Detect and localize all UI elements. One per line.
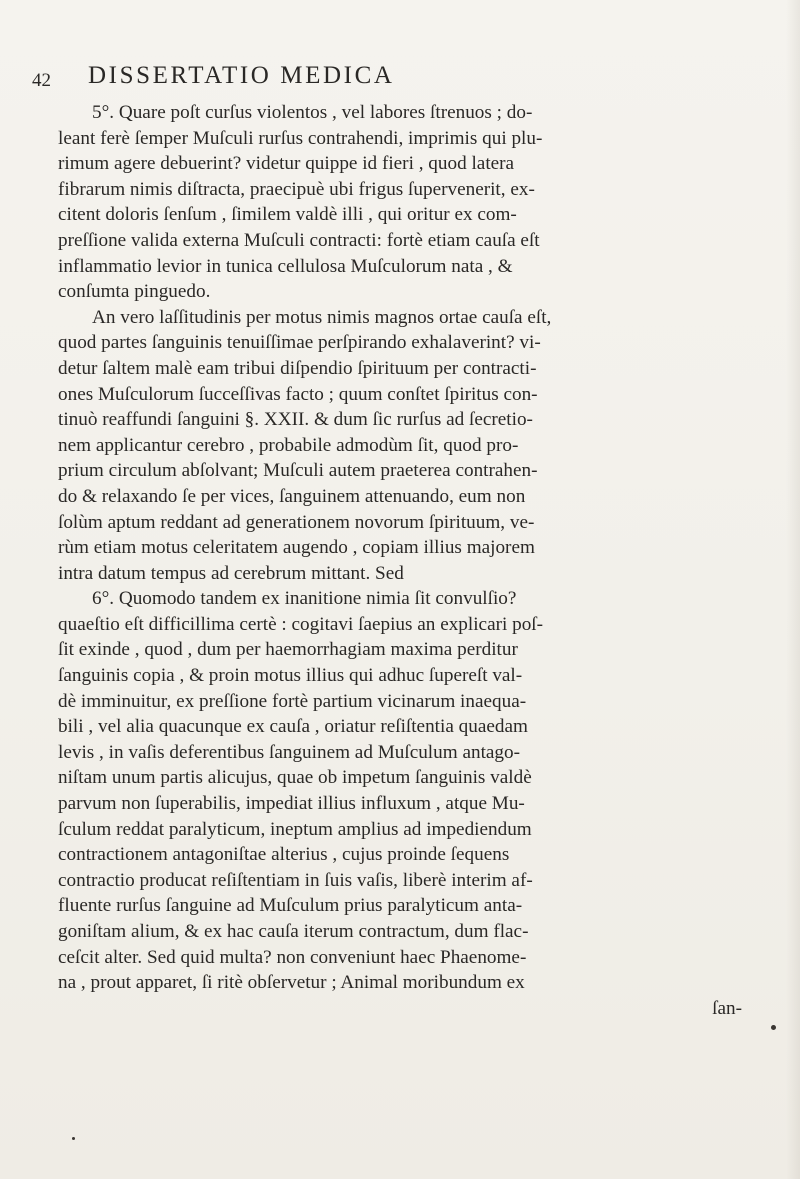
ink-spot [72, 1137, 75, 1140]
text-line: inflammatio levior in tunica cellulosa Muſculorum nata , & [58, 255, 513, 277]
text-line: ſanguinis copia , & proin motus illius qui adhuc ſupereſt val- [58, 665, 523, 687]
page-number: 42 [32, 70, 51, 91]
text-line: contractio producat reſiſtentiam in ſuis vaſis, liberè interim af- [58, 869, 533, 891]
text-line: 6°. Quomodo tandem ex inanitione nimia ſit convulſio? [92, 588, 517, 610]
text-line: 5°. Quare poſt curſus violentos , vel labores ſtrenuos ; do- [92, 102, 533, 123]
text-line: fluente rurſus ſanguine ad Muſculum prius paralyticum anta- [58, 895, 523, 917]
text-line: intra datum tempus ad cerebrum mittant. Sed [58, 562, 404, 584]
text-line: quaeſtio eſt difficillima certè : cogitavi ſaepius an explicari poſ- [58, 613, 544, 635]
running-head: DISSERTATIO MEDICA [88, 62, 395, 89]
text-line: fibrarum nimis diſtracta, praecipuè ubi frigus ſupervenerit, ex- [58, 178, 535, 200]
text-line: preſſione valida externa Muſculi contracti: fortè etiam cauſa eſt [58, 229, 540, 251]
text-line: ceſcit alter. Sed quid multa? non conveniunt haec Phaenome- [58, 946, 527, 968]
text-line: levis , in vaſis deferentibus ſanguinem ad Muſculum antago- [58, 741, 520, 763]
text-line: ones Muſculorum ſucceſſivas facto ; quum conſtet ſpiritus con- [58, 383, 538, 405]
text-line: detur ſaltem malè eam tribui diſpendio ſpirituum per contracti- [58, 357, 537, 379]
text-line: nem applicantur cerebro , probabile admodùm ſit, quod pro- [58, 434, 519, 456]
text-line: do & relaxando ſe per vices, ſanguinem attenuando, eum non [58, 485, 526, 507]
page-header [30, 62, 730, 96]
text-line: goniſtam alium, & ex hac cauſa iterum contractum, dum flac- [58, 921, 529, 942]
text-line: tinuò reaffundi ſanguini §. XXII. & dum ſic rurſus ad ſecretio- [58, 409, 533, 431]
catchword: ſan- [712, 997, 742, 1019]
text-line: An vero laſſitudinis per motus nimis magnos ortae cauſa eſt, [92, 306, 552, 328]
text-line: niſtam unum partis alicujus, quae ob impetum ſanguinis valdè [58, 767, 532, 789]
text-line: bili , vel alia quacunque ex cauſa , oriatur reſiſtentia quaedam [58, 716, 528, 738]
text-line: ſolùm aptum reddant ad generationem novorum ſpirituum, ve- [58, 511, 535, 533]
text-line: na , prout apparet, ſi ritè obſervetur ; Animal moribundum ex [58, 972, 525, 994]
text-line: rùm etiam motus celeritatem augendo , copiam illius majorem [58, 537, 535, 559]
text-line: parvum non ſuperabilis, impediat illius influxum , atque Mu- [58, 793, 525, 815]
text-line: leant ferè ſemper Muſculi rurſus contrahendi, imprimis qui plu- [58, 127, 543, 149]
text-line: ſit exinde , quod , dum per haemorrhagiam maxima perditur [58, 639, 518, 661]
text-line: prium circulum abſolvant; Muſculi autem praeterea contrahen- [58, 460, 538, 482]
text-line: contractionem antagoniſtae alterius , cujus proinde ſequens [58, 844, 510, 866]
text-line: conſumta pinguedo. [58, 281, 211, 303]
body-text [58, 100, 748, 1021]
page-edge-shadow [786, 0, 800, 1179]
text-line: dè imminuitur, ex preſſione fortè partium vicinarum inaequa- [58, 690, 527, 712]
text-line: quod partes ſanguinis tenuiſſimae perſpirando exhalaverint? vi- [58, 332, 541, 354]
ink-spot [771, 1025, 776, 1030]
text-line: rimum agere debuerint? videtur quippe id fieri , quod latera [58, 153, 515, 175]
text-line: citent doloris ſenſum , ſimilem valdè illi , qui oritur ex com- [58, 204, 517, 226]
text-line: ſculum reddat paralyticum, ineptum amplius ad impediendum [58, 818, 532, 840]
